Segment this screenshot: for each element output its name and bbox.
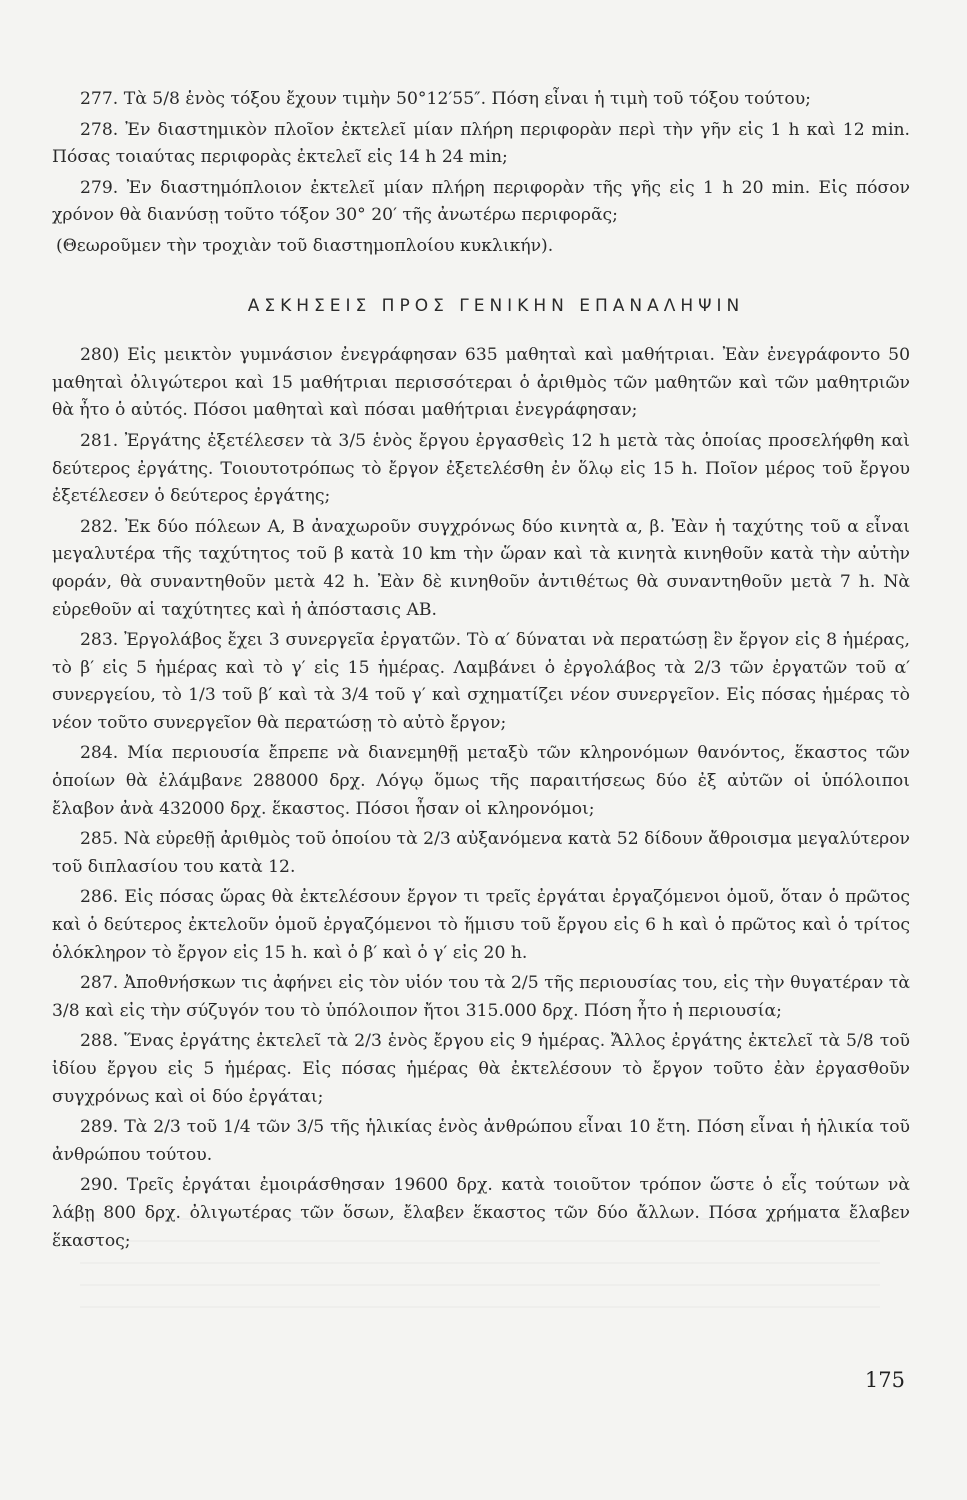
problem-280: 280) Εἰς μεικτὸν γυμνάσιον ἐνεγράφησαν 635 μαθηταὶ καὶ μαθήτριαι. Ἐὰν ἐνεγράφοντο 50 μαθηταὶ ὀλιγώτεροι καὶ 15 μαθήτριαι περισσότεραι ὁ ἀριθμὸς τῶν μαθητῶν καὶ τῶν μαθητριῶν θὰ ἦτο ὁ αὐτός. Πόσοι μαθηταὶ καὶ πόσαι μαθήτριαι ἐνεγράφησαν; <box>52 345 910 421</box>
problem-278: 278. Ἐν διαστημικὸν πλοῖον ἐκτελεῖ μίαν πλήρη περιφορὰν περὶ τὴν γῆν εἰς 1 h καὶ 12 min. Πόσας τοιαύτας περιφορὰς ἐκτελεῖ εἰς 14 h 24 min; <box>52 119 910 168</box>
problem-290: 290. Τρεῖς ἐργάται ἐμοιράσθησαν 19600 δρχ. κατὰ τοιοῦτον τρόπον ὥστε ὁ εἷς τούτων νὰ λάβῃ 800 δρχ. ὀλιγωτέρας τῶν ὅσων, ἔλαβεν ἕκαστος τῶν δύο ἄλλων. Πόσα χρήματα ἔλαβεν ἕκαστος; <box>52 1175 910 1251</box>
problem-277: 277. Τὰ 5/8 ἑνὸς τόξου ἔχουν τιμὴν 50°12′55″. Πόση εἶναι ἡ τιμὴ τοῦ τόξου τούτου; <box>80 89 811 109</box>
problem-279-note: (Θεωροῦμεν τὴν τροχιὰν τοῦ διαστημοπλοίου κυκλικήν). <box>56 235 554 256</box>
problem-279: 279. Ἐν διαστημόπλοιον ἐκτελεῖ μίαν πλήρη περιφορὰν τῆς γῆς εἰς 1 h 20 min. Εἰς πόσον χρόνον θὰ διανύσῃ τοῦτο τόξον 30° 20′ τῆς ἀνωτέρω περιφορᾶς; <box>52 177 910 226</box>
problem-283: 283. Ἐργολάβος ἔχει 3 συνεργεῖα ἐργατῶν. Τὸ α′ δύναται νὰ περατώσῃ ἓν ἔργον εἰς 8 ἡμέρας, τὸ β′ εἰς 5 ἡμέρας καὶ τὸ γ′ εἰς 15 ἡμέρας. Λαμβάνει ὁ ἐργολάβος τὰ 2/3 τῶν ἐργατῶν τοῦ α′ συνεργείου, τὸ 1/3 τοῦ β′ καὶ τὰ 3/4 τοῦ γ′ καὶ σχηματίζει νέον συνεργεῖον. Εἰς πόσας ἡμέρας τὸ νέον τοῦτο συνεργεῖον θὰ περατώσῃ τὸ αὐτὸ ἔργον; <box>52 630 910 733</box>
section-title: ΑΣΚΗΣΕΙΣ ΠΡΟΣ ΓΕΝΙΚΗΝ ΕΠΑΝΑΛΗΨΙΝ <box>247 295 745 316</box>
problem-287: 287. Ἀποθνήσκων τις ἀφήνει εἰς τὸν υἱόν του τὰ 2/5 τῆς περιουσίας του, εἰς τὴν θυγατέραν τὰ 3/8 καὶ εἰς τὴν σύζυγόν του τὸ ὑπόλοιπον ἤτοι 315.000 δρχ. Πόση ἦτο ἡ περιουσία; <box>52 973 910 1021</box>
problem-282: 282. Ἐκ δύο πόλεων Α, Β ἀναχωροῦν συγχρόνως δύο κινητὰ α, β. Ἐὰν ἡ ταχύτης τοῦ α εἶναι μεγαλυτέρα τῆς ταχύτητος τοῦ β κατὰ 10 km τὴν ὥραν καὶ τὰ κινητὰ κινηθοῦν κατὰ τὴν αὐτὴν φοράν, θὰ συναντηθοῦν μετὰ 42 h. Ἐὰν δὲ κινηθοῦν ἀντιθέτως θὰ συναντηθοῦν μετὰ 7 h. Νὰ εὑρεθοῦν αἱ ταχύτητες καὶ ἡ ἀπόστασις ΑΒ. <box>52 516 910 620</box>
problem-288: 288. Ἕνας ἐργάτης ἐκτελεῖ τὰ 2/3 ἑνὸς ἔργου εἰς 9 ἡμέρας. Ἄλλος ἐργάτης ἐκτελεῖ τὰ 5/8 τοῦ ἰδίου ἔργου εἰς 5 ἡμέρας. Εἰς πόσας ἡμέρας θὰ ἐκτελέσουν τὸ ἔργον τοῦτο ἐὰν ἐργασθοῦν συγχρόνως καὶ οἱ δύο ἐργάται; <box>52 1031 910 1107</box>
show-through-text <box>80 1218 880 1318</box>
problem-285: 285. Νὰ εὑρεθῇ ἀριθμὸς τοῦ ὁποίου τὰ 2/3 αὐξανόμενα κατὰ 52 δίδουν ἄθροισμα μεγαλύτερον τοῦ διπλασίου του κατὰ 12. <box>52 829 910 877</box>
problem-284: 284. Μία περιουσία ἔπρεπε νὰ διανεμηθῇ μεταξὺ τῶν κληρονόμων θανόντος, ἕκαστος τῶν ὁποίων θὰ ἐλάμβανε 288000 δρχ. Λόγῳ ὅμως τῆς παραιτήσεως δύο ἐξ αὐτῶν οἱ ὑπόλοιποι ἔλαβον ἀνὰ 432000 δρχ. ἕκαστος. Πόσοι ἦσαν οἱ κληρονόμοι; <box>52 743 910 819</box>
problem-281: 281. Ἐργάτης ἐξετέλεσεν τὰ 3/5 ἑνὸς ἔργου ἐργασθεὶς 12 h μετὰ τὰς ὁποίας προσελήφθη καὶ δεύτερος ἐργάτης. Τοιουτοτρόπως τὸ ἔργον ἐξετελέσθη ἐν ὅλῳ εἰς 15 h. Ποῖον μέρος τοῦ ἔργου ἐξετέλεσεν ὁ δεύτερος ἐργάτης; <box>52 430 910 507</box>
page-number: 175 <box>864 1368 905 1392</box>
page-text <box>52 86 910 1258</box>
problem-289: 289. Τὰ 2/3 τοῦ 1/4 τῶν 3/5 τῆς ἡλικίας ἑνὸς ἀνθρώπου εἶναι 10 ἔτη. Πόση εἶναι ἡ ἡλικία τοῦ ἀνθρώπου τούτου. <box>52 1117 910 1165</box>
problem-286: 286. Εἰς πόσας ὥρας θὰ ἐκτελέσουν ἔργον τι τρεῖς ἐργάται ἐργαζόμενοι ὁμοῦ, ὅταν ὁ πρῶτος καὶ ὁ δεύτερος ἐκτελοῦν ὁμοῦ ἐργαζόμενοι τὸ ἥμισυ τοῦ ἔργου εἰς 6 h καὶ ὁ πρῶτος καὶ ὁ τρίτος ὁλόκληρον τὸ ἔργον εἰς 15 h. καὶ ὁ β′ καὶ ὁ γ′ εἰς 20 h. <box>52 887 910 963</box>
